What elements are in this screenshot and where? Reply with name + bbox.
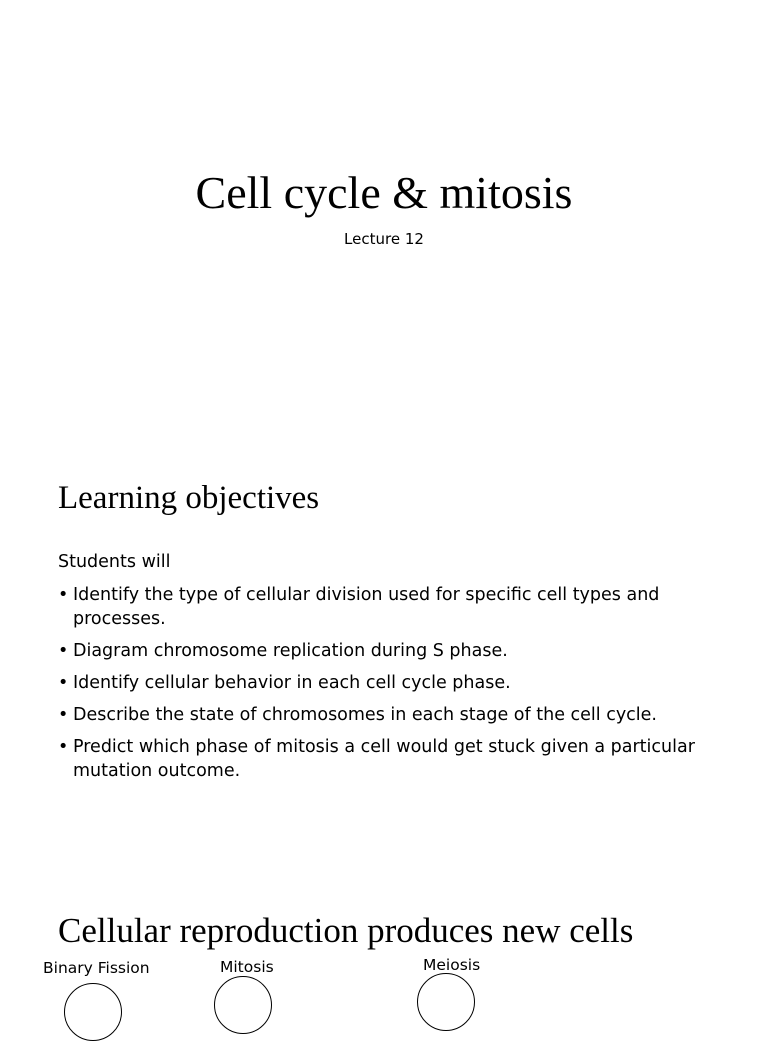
mitosis-cell-circle <box>214 976 272 1034</box>
objective-text: Diagram chromosome replication during S phase. <box>73 641 508 661</box>
binary-fission-cell-circle <box>64 983 122 1041</box>
list-item <box>58 735 718 783</box>
bullet-icon: • <box>58 737 69 757</box>
bullet-icon: • <box>58 641 69 661</box>
objectives-intro: Students will <box>58 552 171 572</box>
objective-text: Predict which phase of mitosis a cell would get stuck given a particular mutation outcome. <box>73 737 695 781</box>
objective-text: Describe the state of chromosomes in each stage of the cell cycle. <box>73 705 657 725</box>
objective-text: Identify the type of cellular division used for specific cell types and processes. <box>73 585 660 629</box>
meiosis-label: Meiosis <box>423 956 481 974</box>
bullet-icon: • <box>58 585 69 605</box>
slide-title: Cell cycle & mitosis <box>195 167 573 218</box>
binary-fission-label: Binary Fission <box>43 959 150 977</box>
mitosis-label: Mitosis <box>220 958 274 976</box>
objective-text: Identify cellular behavior in each cell cycle phase. <box>73 673 511 693</box>
meiosis-cell-circle <box>417 973 475 1031</box>
list-item <box>58 639 718 663</box>
reproduction-heading: Cellular reproduction produces new cells <box>58 911 634 950</box>
list-item <box>58 583 718 631</box>
list-item <box>58 671 718 695</box>
objectives-heading: Learning objectives <box>58 480 320 516</box>
list-item <box>58 703 718 727</box>
slide-subtitle: Lecture 12 <box>344 230 424 248</box>
bullet-icon: • <box>58 705 69 725</box>
bullet-icon: • <box>58 673 69 693</box>
objectives-list <box>58 583 718 791</box>
